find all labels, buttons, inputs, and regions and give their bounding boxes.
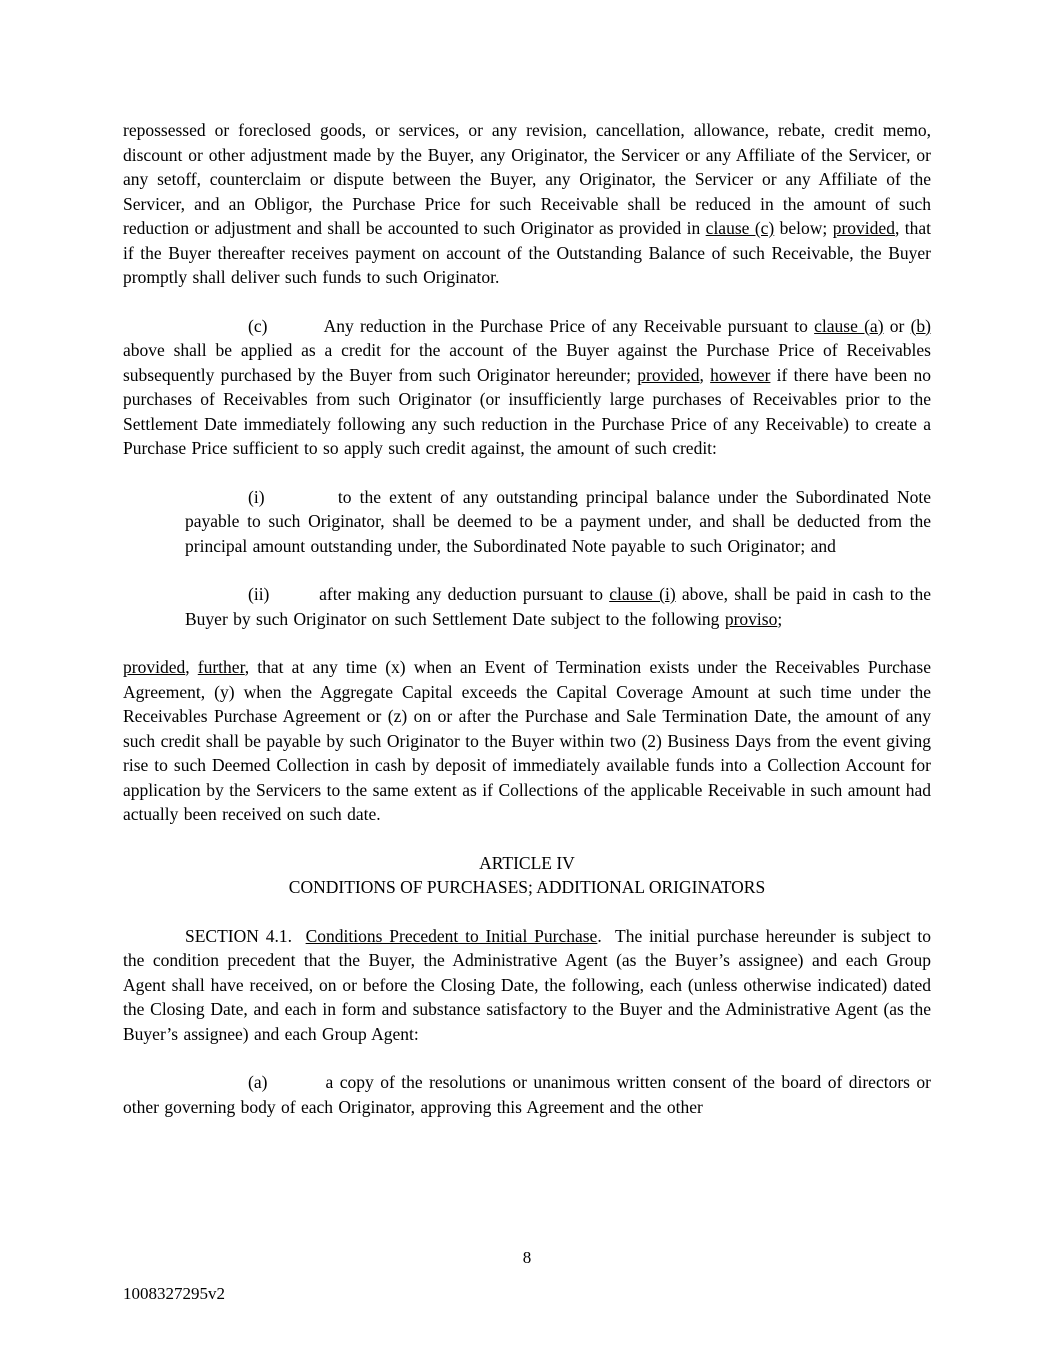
document-id-footer: 1008327295v2 xyxy=(123,1284,225,1303)
paragraph-clause-c xyxy=(123,314,931,461)
underlined-text: clause (a) xyxy=(814,315,884,336)
article-iv-subheading: CONDITIONS OF PURCHASES; ADDITIONAL ORIGINATORS xyxy=(288,877,766,897)
paragraph-deemed-collections xyxy=(123,118,931,290)
underlined-text: (b) xyxy=(910,315,932,336)
underlined-text: provided xyxy=(637,364,700,385)
text-run: SECTION 4.1. xyxy=(185,925,306,946)
paragraph-clause-a xyxy=(123,1070,931,1119)
text-run: (ii) after making any deduction pursuant to xyxy=(248,584,610,604)
underlined-text: clause (c) xyxy=(705,218,775,238)
document-body xyxy=(123,118,931,1143)
text-run: . The initial purchase hereunder is subject to the condition precedent that the Buyer, the Administrative Agent (as the Buyer’s assignee) and each Group Agent shall have received, on or before the Closing Date, the following, each (unless otherwise indicated) dated the Closing Date, and each in form and substance satisfactory to the Buyer and the Administrative Agent (as the Buyer’s assignee) and each Group Agent: xyxy=(123,925,931,1044)
text-run: above shall be applied as a credit for the account of the Buyer against the Purchase Price of Receivables subsequently purchased by the Buyer from such Originator hereunder; xyxy=(123,340,931,385)
text-run: (i) to the extent of any outstanding principal balance under the Subordinated Note payable to such Originator, shall be deemed to be a payment under, and shall be deducted from the principal amount outstanding under, the Subordinated Note payable to such Originator; and xyxy=(185,486,931,556)
underlined-text: however xyxy=(710,364,771,385)
paragraph-provided-further xyxy=(123,655,931,827)
subclause-i xyxy=(185,485,931,559)
text-run: (a) a copy of the resolutions or unanimous written consent of the board of directors or other governing body of each Originator, approving this Agreement and the other xyxy=(123,1072,931,1117)
underlined-text: Conditions Precedent to Initial Purchase xyxy=(305,925,598,946)
text-run: ; xyxy=(777,608,783,629)
text-run: , that at any time (x) when an Event of Termination exists under the Receivables Purchase Agreement, (y) when the Aggregate Capital exceeds the Capital Coverage Amount at such time under the Receivables Purchase Agreement or (z) on or after the Purchase and Sale Termination Date, the amount of any such credit shall be payable by such Originator to the Buyer within two (2) Business Days from the event giving rise to such Deemed Collection in cash by deposit of immediately available funds into a Collection Account for application by the Servicers to the same extent as if Collections of the applicable Receivable in such amount had actually been received on such date. xyxy=(123,657,932,824)
article-iv-heading: ARTICLE IV xyxy=(479,852,575,873)
underlined-text: clause (i) xyxy=(609,584,676,604)
text-run: , xyxy=(699,364,711,385)
text-run: (c) Any reduction in the Purchase Price of any Receivable pursuant to xyxy=(248,315,815,336)
subclause-ii xyxy=(185,582,931,631)
text-run: , xyxy=(185,657,198,677)
underlined-text: proviso xyxy=(724,608,778,629)
underlined-text: provided xyxy=(832,218,895,238)
text-run: below; xyxy=(774,218,833,238)
paragraph-section-4-1 xyxy=(123,924,931,1047)
text-run: if there have been no purchases of Receivables from such Originator (or insufficiently large purchases of Receivables prior to the Settlement Date immediately following any such reduction in the Purchase Price of any Receivable) to create a Purchase Price sufficient to so apply such credit against, the amount of such credit: xyxy=(123,364,932,458)
text-run: or xyxy=(883,315,911,336)
underlined-text: provided xyxy=(123,657,186,677)
text-run: above, shall be paid in cash to the Buyer by such Originator on such Settlement Date subject to the following xyxy=(185,584,931,629)
underlined-text: further xyxy=(197,657,245,677)
text-run: repossessed or foreclosed goods, or services, or any revision, cancellation, allowance, rebate, credit memo, discount or other adjustment made by the Buyer, any Originator, the Servicer or any Affiliate of the Servicer, or any setoff, counterclaim or dispute between the Buyer, any Originator, the Servicer or any Affiliate of the Servicer, and an Obligor, the Purchase Price for such Receivable shall be reduced in the amount of such reduction or adjustment and shall be accounted to such Originator as provided in xyxy=(123,120,931,238)
text-run: , that if the Buyer thereafter receives payment on account of the Outstanding Balance of such Receivable, the Buyer promptly shall deliver such funds to such Originator. xyxy=(123,218,931,287)
page-number: 8 xyxy=(522,1248,532,1267)
